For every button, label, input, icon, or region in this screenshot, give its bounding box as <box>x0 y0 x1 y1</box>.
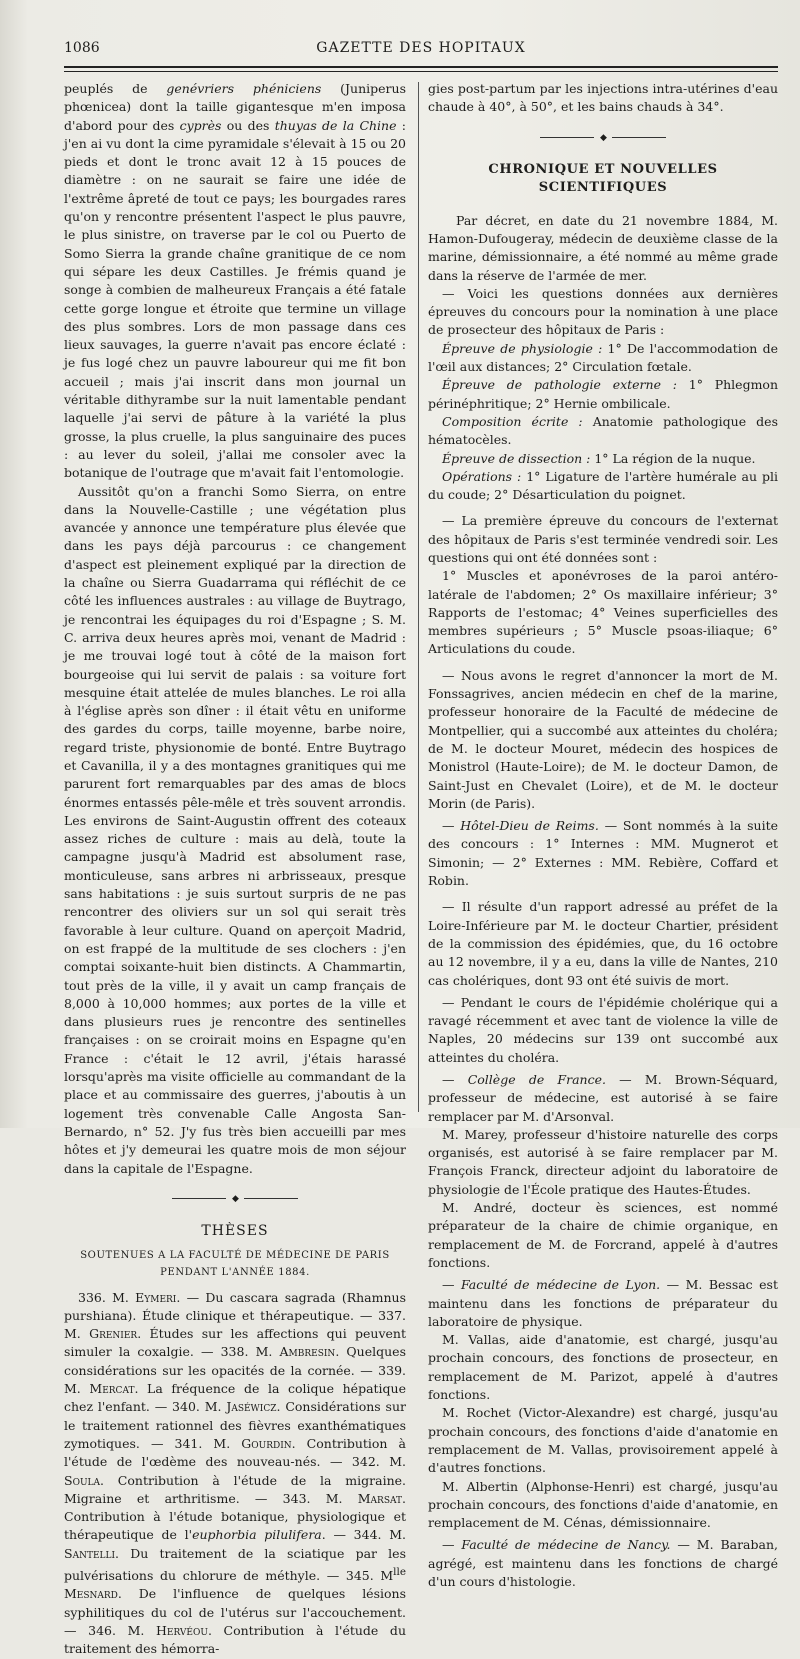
author-name: Eymeri <box>135 1289 177 1305</box>
right-column <box>428 80 778 1591</box>
header-rule <box>64 66 778 68</box>
paragraph-travel-1 <box>64 80 406 483</box>
italic-run: euphorbia pilulifera <box>192 1527 322 1543</box>
column-separator <box>418 82 419 1112</box>
author-name: Gourdin <box>241 1435 292 1451</box>
italic-run: genévriers phéniciens <box>166 81 322 96</box>
italic-run: Épreuve de dissection : <box>442 450 591 466</box>
text-run: . Du traitement de la sciatique par les pulvérisations du chlorure de méthyle. — 345. M <box>64 1545 406 1584</box>
author-name: Grenier <box>89 1326 138 1342</box>
theses-list <box>64 1289 406 1659</box>
italic-run: cyprès <box>179 117 222 133</box>
news-prosecteur-intro: — Voici les questions données aux dernières épreuves du concours pour la nomination à une place de prosecteur des hôpitaux de Paris : <box>428 285 778 338</box>
news-nantes: — Il résulte d'un rapport adressé au préfet de la Loire-Inférieure par M. le docteur Chartier, président de la commission des épidémies, que, du 16 octobre au 12 novembre, il y a eu, dans la ville de Nantes, 210 cas cholériques, dont 93 ont été suivis de mort. <box>428 899 778 988</box>
text-run: . Considérations sur le traitement rationnel des fièvres exanthématiques zymotiques. — 341. M. <box>64 1399 406 1451</box>
section-ornament-right: ◆ <box>428 129 778 147</box>
left-column <box>64 80 406 1659</box>
text-run: — M. Baraban, agrégé, est maintenu dans les fonctions de chargé d'un cours d'histologie. <box>428 1537 778 1590</box>
news-nancy <box>428 1536 778 1591</box>
news-lyon <box>428 1276 778 1331</box>
news-prosecteur-composition <box>428 413 778 450</box>
section-ornament: ◆ <box>64 1190 406 1208</box>
text-run: . Contribution à l'étude de l'œdème des nouveau-nés. — 342. M. <box>64 1435 406 1470</box>
text-run: 1° De l'accommodation de l'œil aux distances; 2° Circulation fœtale. <box>428 340 778 375</box>
text-run: — <box>442 1277 461 1293</box>
news-externat: — La première épreuve du concours de l'externat des hôpitaux de Paris s'est terminée vendredi soir. Les questions qui ont été données sont : <box>428 513 778 565</box>
author-name: Santelli <box>64 1545 116 1561</box>
text-run: . — 344. M. <box>321 1527 406 1543</box>
text-run: (Juniperus phœnicea) dont la taille gigantesque m'en imposa d'abord pour des <box>64 81 406 133</box>
author-name: Jaséwicz <box>226 1399 277 1415</box>
text-run: — <box>442 1072 468 1087</box>
news-decree: Par décret, en date du 21 novembre 1884, M. Hamon-Dufougeray, médecin de deuxième classe de la marine, démissionnaire, a été nommé au même grade dans la réserve de l'armée de mer. <box>428 212 778 283</box>
author-name: Mesnard <box>64 1586 118 1602</box>
author-name: Mercat <box>89 1381 135 1397</box>
author-name: Hervéou <box>155 1623 208 1639</box>
italic-run: Faculté de médecine de Nancy. <box>461 1537 671 1553</box>
news-college-de-france <box>428 1071 778 1126</box>
text-run: 336. M. <box>78 1289 136 1305</box>
italic-run: Composition écrite : <box>442 413 583 429</box>
theses-subheading-line-1: SOUTENUES A LA FACULTÉ DE MÉDECINE DE PARIS <box>80 1249 390 1261</box>
text-run: — Sont nommés à la suite des concours : 1° Internes : MM. Mugnerot et Simonin; — 2° Externes : MM. Rebière, Coffard et Robin. <box>428 818 778 889</box>
news-obituary: — Nous avons le regret d'annoncer la mort de M. Fonssagrives, ancien médecin en chef de la marine, professeur honoraire de la Faculté de médecine de Montpellier, qui a succombé aux atteintes du choléra; de M. le docteur Mouret, médecin des hospices de Monistrol (Haute-Loire); de M. le docteur Damon, de Saint-Just en Chevalet (Loire), et de M. le docteur Morin (de Paris). <box>428 667 778 811</box>
news-reims <box>428 817 778 890</box>
news-prosecteur-operations <box>428 468 778 505</box>
text-run: . Contribution à l'étude du traitement des hémorra- <box>64 1623 406 1657</box>
text-run: . Contribution à l'étude botanique, physiologique et thérapeutique de l' <box>64 1490 406 1543</box>
text-run: . Études sur les affections qui peuvent simuler la coxalgie. — 338. M. <box>64 1326 406 1360</box>
text-run: 1° Ligature de l'artère humérale au pli du coude; 2° Désarticulation du poignet. <box>428 468 778 503</box>
news-marey: M. Marey, professeur d'histoire naturelle des corps organisés, est autorisé à se faire remplacer par M. François Franck, directeur adjoint du laboratoire de physiologie de l'École pratique des Hautes-Études. <box>428 1126 778 1197</box>
text-run: . Contribution à l'étude de la migraine. Migraine et arthritisme. — 343. M. <box>64 1472 406 1506</box>
news-prosecteur-pathologie <box>428 376 778 413</box>
text-run: — <box>442 818 461 834</box>
italic-run: thuyas de la Chine <box>274 117 397 133</box>
text-run: 1° Phlegmon périnéphritique; 2° Hernie ombilicale. <box>428 377 778 411</box>
text-run: . — Du cascara sagrada (Rhamnus purshiana). Étude clinique et thérapeutique. — 337. M. <box>64 1289 406 1342</box>
news-naples: — Pendant le cours de l'épidémie cholérique qui a ravagé récemment et avec tant de violence la ville de Naples, 20 médecins sur 139 ont succombé aux atteintes du choléra. <box>428 994 778 1065</box>
italic-run: Hôtel-Dieu de Reims. <box>460 818 599 834</box>
news-vallas: M. Vallas, aide d'anatomie, est chargé, jusqu'au prochain concours, des fonctions de prosecteur, en remplacement de M. Parizot, appelé à d'autres fonctions. <box>428 1332 778 1403</box>
news-prosecteur-dissection <box>428 450 778 468</box>
italic-run: Opérations : <box>442 468 522 484</box>
author-name: Soula <box>64 1472 101 1488</box>
header-rule-thin <box>64 71 778 72</box>
chronicle-heading: CHRONIQUE ET NOUVELLES SCIENTIFIQUES <box>488 162 718 196</box>
text-run: : j'en ai vu dont la cime pyramidale s'élevait à 15 ou 20 pieds et dont le tronc avait 12 à 15 pouces de diamètre : on ne saurait se faire une idée de l'extrême âpreté de tout ce pays; les bourgades rares qu'on y rencontre présentent l'aspect le plus pauvre, le plus sinistre, on traverse par le col ou Puerto de Somo Sierra la grande chaîne granitique de ce nom qui sépare les deux Castilles. Je frémis quand je songe à combien de malheureux Français a été fatale cette gorge longue et étroite que termine un village des plus sombres. Lors de mon passage dans ces lieux sauvages, la guerre n'avait pas encore éclaté : je fus logé chez un pauvre laboureur qui me fit bon accueil ; mais j'ai inscrit dans mon journal un véritable dithyrambe sur la nuit lamentable pendant laquelle j'ai servi de pâture à la variété la plus grosse, la plus cruelle, la plus sanguinaire des puces : au lever du soleil, j'allai me consoler avec la botanique de l'outrage que m'avait fait l'entomologie. <box>64 117 407 481</box>
author-name: Ambresin <box>279 1344 336 1360</box>
italic-run: Collège de France. <box>467 1072 606 1087</box>
theses-subheading <box>64 1247 406 1281</box>
superscript-run: lle <box>393 1566 406 1579</box>
news-externat-questions: 1° Muscles et aponévroses de la paroi antéro-latérale de l'abdomen; 2° Os maxillaire inférieur; 3° Rapports de l'estomac; 4° Veines superficielles des membres supérieurs ; 5° Muscle psoas-iliaque; 6° Articulations du coude. <box>428 568 778 657</box>
text-run: 1° La région de la nuque. <box>590 450 756 466</box>
news-rochet: M. Rochet (Victor-Alexandre) est chargé, jusqu'au prochain concours, des fonctions d'aide d'anatomie en remplacement de M. Vallas, provisoirement appelé à d'autres fonctions. <box>428 1405 778 1476</box>
page-number: 1086 <box>64 40 100 56</box>
theses-heading: THÈSES <box>201 1223 269 1240</box>
text-run: — M. Bessac est maintenu dans les fonctions de préparateur du laboratoire de physique. <box>428 1277 778 1329</box>
paragraph-continuation: gies post-partum par les injections intra-utérines d'eau chaude à 40°, à 50°, et les bains chauds à 34°. <box>428 81 778 115</box>
news-albertin: M. Albertin (Alphonse-Henri) est chargé, jusqu'au prochain concours, des fonctions d'aide d'anatomie, en remplacement de M. Cénas, démissionnaire. <box>428 1478 778 1531</box>
text-run: . La fréquence de la colique hépatique chez l'enfant. — 340. M. <box>64 1381 406 1415</box>
page-header <box>64 40 778 64</box>
italic-run: Épreuve de physiologie : <box>442 340 603 356</box>
text-run: Anatomie pathologique des hématocèles. <box>428 413 778 448</box>
paragraph-travel-2: Aussitôt qu'on a franchi Somo Sierra, on entre dans la Nouvelle-Castille ; une végétation plus avancée y annonce une température plus élevée que dans les pays déjà parcourus : ce changement d'aspect est pleinement expliqué par la direction de la chaîne ou Sierra Guadarrama qui réfléchit de ce côté les influences australes : au village de Buytrago, je rencontrai les équipages du roi d'Espagne ; S. M. C. arriva deux heures après moi, venant de Madrid : je me trouvai logé tout à côté de la maison fort bourgeoise qui lui servit de palais : sa voiture fort mesquine était attelée de mules blanches. Le roi alla à l'église après son dîner : il était vêtu en uniforme des gardes du corps, taille moyenne, barbe noire, regard triste, physionomie de bonté. Entre Buytrago et Cavanilla, il y a des montagnes granitiques qui me parurent fort remarquables par des amas de blocs énormes entassés pêle-mêle et très souvent arrondis. Les environs de Saint-Augustin offrent des coteaux assez riches de culture : mais au delà, toute la campagne jusqu'à Madrid est absolument rase, monticuleuse, sans arbres ni arbrisseaux, presque sans habitations : je suis surtout surpris de ne pas rencontrer des oliviers sur un sol qui serait très favorable à leur culture. Quand on aperçoit Madrid, on est frappé de la multitude de ses clochers : j'en comptai soixante-huit bien distincts. A Chammartin, tout près de la ville, il y avait un camp français de 8,000 à 10,000 hommes; aux portes de la ville et dans plusieurs rues je rencontre des sentinelles françaises : on se croirait moins en Espagne qu'en France : c'était le 12 avril, j'étais harassé lorsqu'après ma visite officielle au commandant de la place et au commissaire des guerres, j'aboutis à un logement très convenable Calle Angosta San-Bernardo, n° 52. J'y fus très bien accueilli par mes hôtes et j'y demeurai les quatre mois de mon séjour dans la capitale de l'Espagne. <box>64 483 406 1176</box>
italic-run: Épreuve de pathologie externe : <box>442 377 677 393</box>
text-run: . De l'influence de quelques lésions syphilitiques du col de l'utérus sur l'accouchement. — 346. M. <box>64 1586 406 1639</box>
news-andre: M. André, docteur ès sciences, est nommé préparateur de la chaire de chimie organique, en remplacement de M. de Forcrand, appelé à d'autres fonctions. <box>428 1200 778 1270</box>
text-run: ou des <box>221 117 275 133</box>
news-prosecteur-physiologie <box>428 340 778 377</box>
author-name: Marsat <box>357 1490 403 1506</box>
theses-subheading-line-2: PENDANT L'ANNÉE 1884. <box>160 1266 310 1278</box>
journal-title: GAZETTE DES HOPITAUX <box>316 40 526 56</box>
text-run: — M. Brown-Séquard, professeur de médecine, est autorisé à se faire remplacer par M. d'Arsonval. <box>428 1072 778 1124</box>
text-run: peuplés de <box>64 81 167 96</box>
text-run: . Quelques considérations sur les opacités de la cornée. — 339. M. <box>64 1344 406 1397</box>
italic-run: Faculté de médecine de Lyon. <box>460 1277 661 1293</box>
text-run: — <box>442 1537 462 1553</box>
